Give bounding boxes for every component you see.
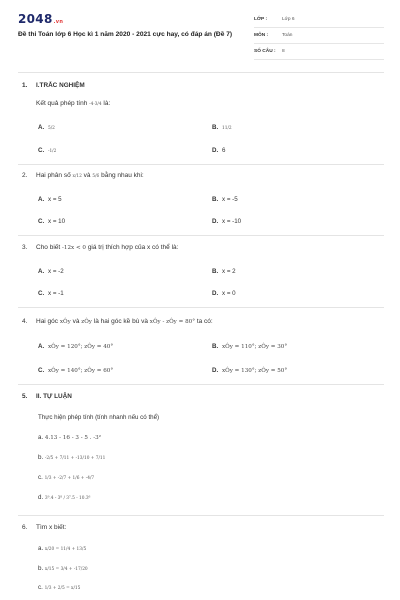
page-header xyxy=(18,12,384,66)
meta-row-count xyxy=(254,44,384,60)
question-number: 2. xyxy=(22,172,28,179)
section-number: 1. xyxy=(22,82,28,89)
question-text: Tìm x biết: xyxy=(36,524,67,531)
section-heading: II. TỰ LUẬN xyxy=(36,393,72,400)
meta-value: Lớp 6 xyxy=(282,17,295,22)
question-number: 6. xyxy=(22,524,28,531)
divider xyxy=(18,384,384,385)
question-text: Hai góc xÔy và zÔy là hai góc kề bù và xÔy - zÔy = 80° ta có: xyxy=(36,318,213,325)
option-d[interactable]: D. x = -10 xyxy=(212,218,242,225)
divider xyxy=(18,307,384,308)
option-a[interactable]: A. 5/2 xyxy=(38,124,55,131)
list-item: b. x/15 = 3/4 + -17/20 xyxy=(38,565,88,572)
meta-key: LỚP : xyxy=(254,17,268,22)
site-logo[interactable]: 2048.vn xyxy=(18,12,64,26)
divider xyxy=(18,164,384,165)
option-d[interactable]: D. 6 xyxy=(212,147,226,154)
section-number: 5. xyxy=(22,393,28,400)
question-number: 4. xyxy=(22,318,28,325)
option-c[interactable]: C. -1/2 xyxy=(38,147,57,154)
meta-key: MÔN : xyxy=(254,33,269,38)
list-item: c. 1/3 + 2/5 = x/15 xyxy=(38,584,81,591)
list-item: a. x/20 = 11/4 + 13/5 xyxy=(38,545,87,552)
exam-meta-table xyxy=(254,12,384,60)
option-b[interactable]: B. x = -5 xyxy=(212,196,238,203)
option-a[interactable]: A. x = -2 xyxy=(38,268,64,275)
page-title: Đề thi Toán lớp 6 Học kì 1 năm 2020 - 2021 cực hay, có đáp án (Đề 7) xyxy=(18,31,233,38)
option-b[interactable]: B. 11/2 xyxy=(212,124,232,131)
option-a[interactable]: A. xÔy = 120°; zÔy = 40° xyxy=(38,343,114,350)
option-b[interactable]: B. xÔy = 110°; zÔy = 30° xyxy=(212,343,288,350)
question-5-text: Thực hiện phép tính (tính nhanh nếu có thể) xyxy=(38,414,160,421)
option-b[interactable]: B. x = 2 xyxy=(212,268,236,275)
divider xyxy=(18,235,384,236)
option-c[interactable]: C. x = -1 xyxy=(38,290,64,297)
option-c[interactable]: C. x = 10 xyxy=(38,218,66,225)
question-text: Hai phân số x/12 và 5/6 bằng nhau khi: xyxy=(36,172,144,179)
list-item: c. 1/3 + -2/7 + 1/6 + -4/7 xyxy=(38,474,95,481)
meta-key: SỐ CÂU : xyxy=(254,49,276,54)
option-d[interactable]: D. xÔy = 130°; zÔy = 50° xyxy=(212,367,288,374)
list-item: d. 3⁹.4 - 3⁸ / 3⁷.5 - 10.3⁶ xyxy=(38,494,91,501)
meta-row-subject xyxy=(254,28,384,44)
option-d[interactable]: D. x = 0 xyxy=(212,290,236,297)
math-expression: -4·3/4 xyxy=(89,102,102,107)
option-c[interactable]: C. xÔy = 140°; zÔy = 60° xyxy=(38,367,114,374)
list-item: b. -2/5 + 7/11 + -13/10 + 7/11 xyxy=(38,454,106,461)
divider xyxy=(18,72,384,73)
meta-value: Toán xyxy=(282,33,293,38)
option-a[interactable]: A. x = 5 xyxy=(38,196,62,203)
section-heading: I.TRẮC NGHIỆM xyxy=(36,82,85,89)
question-number: 3. xyxy=(22,244,28,251)
list-item: a. 4.13 - 16 - 3 - 5 . -3² xyxy=(38,434,101,441)
question-text: Kết quả phép tính -4·3/4 là: xyxy=(36,100,111,107)
meta-row-class xyxy=(254,12,384,28)
question-text: Cho biết -12x < 0 giá trị thích hợp của x có thể là: xyxy=(36,244,179,251)
divider xyxy=(18,515,384,516)
meta-value: 8 xyxy=(282,49,285,54)
